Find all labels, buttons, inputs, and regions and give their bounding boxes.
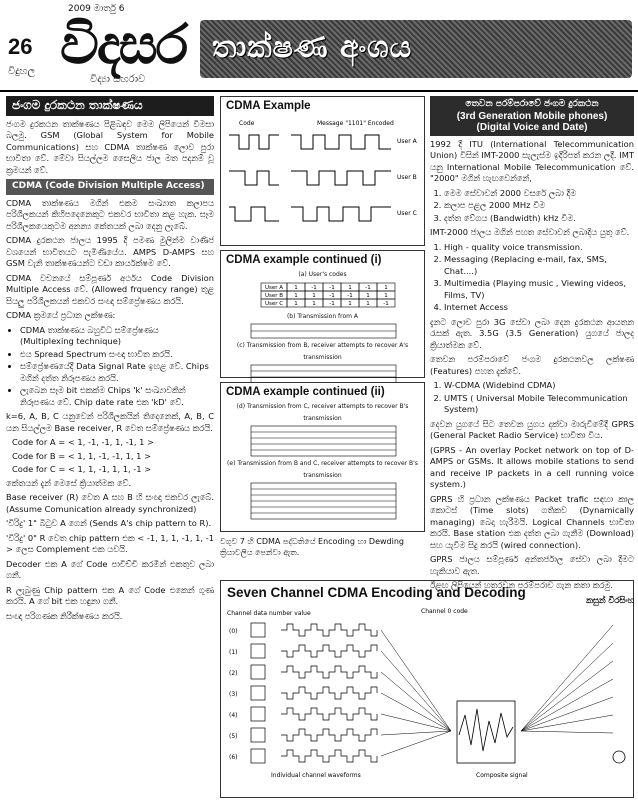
list-item: • CDMA තාක්ෂණය බහුවිධ සම්ප්‍රේෂණය (Multiplexing technique) [20,325,214,348]
paragraph: දෙවන යුගයේ සිට තෙවන යුගය දක්වා මාරුවීමේදී GPRS (General Packet Radio Service) භාවිතා විය. [430,418,634,440]
list-item: • සම්ප්‍රේෂණයේදී Data Signal Rate ඉහළ වේ. Chips මගින් දත්ත නිරූපණය කරයි. [20,361,214,384]
features-list [20,325,214,409]
requirement-list [444,188,634,225]
table-cell: 1 [294,300,298,307]
channel-value-box [251,728,265,742]
tx-d-table [221,424,424,458]
channel-value-box [251,749,265,763]
table-cell: 1 [366,292,370,299]
table-cell: 1 [294,292,298,299]
table-cell: 1 [384,284,388,291]
paragraph: CDMA තාක්ෂණය මගින් එකම සංඛ්‍යාත කලාපය පරිශීලකයන් කිහිපදෙනෙකුට එකවර භාවිතා කළ හැක. සෑම පරිශීලකයෙකුටම අනන්‍ය කේතයක් ලබා දෙනු ලැබේ. [6,197,214,231]
paragraph: Base receiver (R) වෙත A සහ B හි සංඥා එකවර ලැබේ. (Assume Comunication already synchronized) [6,492,214,514]
list-item: 3. Multimedia (Playing music , Viewing videos, Films, TV) [444,278,634,301]
list-item: 2. කලාප පළල 2000 MHz වීම [444,200,634,212]
paragraph: ඊළඟ ලිපියෙන් හතරවන පරම්පරාව ගැන කතා කරමු. [430,580,613,590]
heading-line: තෙවන පරම්පරාවේ ජංගම දුරකථන [465,99,599,109]
list-item: • ලැබෙන සෑම bit එකක්ම Chips 'k' සංඛ්‍යාවකින් නිරූපණය වේ. Chip date rate එක 'kD' වේ. [20,385,214,408]
composite-label: Composite signal [476,772,528,779]
table-frame [251,365,396,383]
services-list [444,242,634,314]
codes-caption: (a) User's codes [298,271,347,278]
right-column [430,96,634,798]
table-cell: -1 [329,284,335,291]
paragraph: දැනට ලොව පුරා 3G සේවා ලබා දෙන දුරකථන ආයතන රැසක් ඇත. 3.5G (3.5 Generation) යුගයේ ජාලද ක්‍රියාත්මක වේ. [430,316,634,350]
table-cell: 1 [312,292,316,299]
issue-date: 2009 මාර්තු 6 [68,4,125,14]
table-cell: -1 [365,284,371,291]
table-frame [251,426,396,456]
tx-e-table [221,481,424,521]
figure-cdma-continued-i [220,250,425,378]
paragraph: CDMA දුරකථන ජාලය 1995 දී පමණ මුලින්ම වාණිජ වශයෙන් භාවිතයට පැමිණියේය. AMPS D-AMPS සහ GSM වැනි තාක්ෂණයන්ට වඩා කාර්යක්ෂම වේ. [6,235,214,268]
paragraph: (GPRS - An overlay Pocket network on top of D-AMPS or GSMs. It allows mobile stations to send and receive IP packets in a cell running voice system.) [430,444,634,489]
channel-waveform [281,750,377,762]
user-b-label: User B [397,174,417,181]
channel-value-box [251,665,265,679]
tx-a-table [221,322,424,340]
channel-waveform [281,687,377,699]
table-cell: User C [264,300,284,307]
table-cell: -1 [311,284,317,291]
page-number: 26 [8,34,33,59]
article-heading: ජංගම දුරකථන තාක්ෂණය [6,96,214,116]
channel-waveform [281,666,377,678]
code-wave-c [229,207,279,221]
table-cell: 1 [294,284,298,291]
section-banner [200,20,632,78]
channel-waveform [281,645,377,657]
table-cell: -1 [329,292,335,299]
section-heading [430,96,634,136]
table-cell: User B [264,292,284,299]
section-title: තාක්ෂණ අංශය [212,30,413,65]
code-a: Code for A = < 1, -1, -1, 1, -1, 1 > [12,437,155,447]
brand-logo: විදසර [60,12,187,76]
message-wave-a [291,135,391,149]
figure-caption: වගුව 7 හි CDMA පද්ධතියේ Encoding හා Dewding ක්‍රියාවලිය පෙන්වා ඇත. [220,537,404,557]
masthead [0,0,638,92]
tx-a-caption: (b) Transmission from A [286,312,359,320]
channel-label: Channel data number value [227,610,311,617]
channel-index: (0) [229,628,238,635]
figure-title: CDMA Example [226,100,311,112]
table-cell: 1 [384,292,388,299]
channel-waveform [281,729,377,741]
paragraph: k=6, A, B, C යනුවෙන් පරිශීලකයින් තිදෙනෙක්, A, B, C යන සියල්ලම Base receiver, R වෙත සම්ප්‍රේෂණය කරයි. [6,411,214,433]
figure-cdma-example [220,96,425,246]
paragraph: 1992 දී ITU (International Telecommunication Union) විසින් IMT-2000 සැලැස්ම ඉදිරිපත් කරන ලදී. IMT යනු International Mobile Telecommunication වේ. "2000" මගින් හැඟවෙන්නේ, [430,138,634,183]
message-label: Message "1101" Encoded [317,120,394,127]
code-wave-a [229,135,279,149]
table-cell: User A [264,284,284,291]
message-wave-b [291,171,391,185]
individual-label: Individual channel waveforms [271,772,361,779]
list-item: 1. W-CDMA (Widebind CDMA) [444,380,634,392]
list-item: 2. Messaging (Replacing e-mail, fax, SMS, Chat....) [444,254,634,277]
channel-waveform [281,624,377,636]
list-item: 2. UMTS ( Universal Mobile Telecommunication System) [444,393,634,416]
paragraph: කේතයන් දැන් මෙසේ ක්‍රියාත්මක වේ. [6,477,132,488]
heading-line: (3rd Generation Mobile phones) [456,110,608,122]
channel-value-box [251,644,265,658]
list-item: 1. High - quality voice transmission. [444,242,634,254]
code-label: Code [239,120,255,127]
channel-value-box [251,686,265,700]
intro-paragraph: ජංගම දුරකථන තාක්ෂණය පිළිබඳව මෙම ලිපියෙන් විමසා බලමු. GSM (Global System for Mobile Communications) සහ CDMA තාක්ෂණ ලොව පුරා භාවිතා වේ. මේවා සියල්ලම සෛලීය ජාල මත පදනම් වූ ක්‍රමයන් වේ. [6,118,214,175]
tx-d-caption: (d) Transmission from C, receiver attempts to recover B's transmission [236,403,409,422]
channel-index: (3) [229,691,238,698]
brand-left-label: විදුහල [8,66,36,77]
channel-index: (1) [229,649,238,656]
user-a-label: User A [397,138,417,145]
channel-waveform [281,708,377,720]
paragraph: CDMA වචනයේ සම්පූර්ණ අර්ථය Code Division Multiple Access වේ. (Allowed frquency range) තුළ සියලු පරිශීලකයන් එකවර සංඥා සම්ප්‍රේෂණය කරයි. [6,272,214,306]
channel-code-label: Channel 0 code [421,608,468,615]
paragraph: GPRS ජාලය සම්පූර්ණ අන්තර්ජාල සේවා ලබා දීමට හැකියාව ඇත. [430,554,634,576]
tx-e-caption: (e) Transmission from B and C, receiver attempts to recover B's transmission [227,460,418,479]
user-c-label: User C [397,210,417,217]
table-cell: -1 [329,300,335,307]
paragraph: 'විරිදු' 0" R වෙත chip pattern එක < -1, 1, 1, -1, 1, -1 > ලෙස Complement එක යවයි. [6,532,214,554]
figure-title: CDMA example continued (i) [226,254,382,266]
tx-c-caption: (c) Transmission from B, receiver attempts to recover A's transmission [236,342,409,361]
figure-title: CDMA example continued (ii) [226,386,385,398]
table-cell: 1 [312,300,316,307]
channel-value-box [251,623,265,637]
figure-title: Seven Channel CDMA Encoding and Decoding [227,585,526,600]
paragraph: IMT-2000 ජාලය මගින් පහත සේවාවන් ලබාදිය යුතු වේ. [430,227,630,237]
paragraph: CDMA ක්‍රමයේ ප්‍රධාන ලක්ෂණ: [6,310,116,320]
paragraph: R ලැබුණු Chip pattern එක A ගේ Code එකෙන් ගුණ කරයි. A ගේ bit එක හඳුනා ගනී. [6,584,214,606]
waveform-diagram [221,115,424,240]
user-codes-table [221,281,424,311]
paragraph: GPRS හි ප්‍රධාන ලක්ෂණය Packet trafic සඳහා කාල කොටස් (Time slots) ගතිකව (Dynamically managing) බෙදා හැරීමයි. Logical Channels භාවිතා කරයි. Base station එක දත්ත ලබා ගැනීම (Download) සහ යැවීම සිදු කරයි (wired connection). [430,493,634,550]
author-signature: කසුන් වීරසිංහ [586,594,634,605]
message-wave-c [291,207,391,221]
list-item: 4. Internet Access [444,302,634,314]
figure-cdma-continued-ii [220,382,425,532]
standards-list [444,380,634,416]
code-b: Code for B = < 1, 1, -1, -1, 1, 1 > [12,450,152,461]
table-cell: 1 [348,300,352,307]
paragraph: 'විරිදු' 1" බිටුව A ගෙන් (Sends A's chip pattern to R). [6,518,212,528]
left-column [6,96,214,798]
list-item: 3. දත්ත වේගය (Bandwidth) kHz වීම. [444,213,634,225]
channel-index: (4) [229,712,238,719]
code-c: Code for C = < 1, 1, -1, 1, 1, -1 > [12,464,152,474]
paragraph: සංඥා පරිගණක නිරීක්ෂණය කරයි. [6,610,123,621]
table-cell: -1 [383,300,389,307]
heading-line: (Digital Voice and Date) [476,121,588,133]
list-item: • එය Spread Spectrum සංඥා භාවිත කරයි. [20,349,214,361]
table-cell: -1 [347,292,353,299]
masthead-rule [0,90,638,92]
paragraph: තෙවන පරම්පරාවේ ජංගම දුරකථනවල ලක්ෂණ (Features) පහත දැක්වේ. [430,354,634,376]
channel-value-box [251,707,265,721]
channel-index: (6) [229,754,238,761]
cdma-subheading: CDMA (Code Division Multiple Access) [6,179,214,195]
table-cell: 1 [366,300,370,307]
paragraph: Decoder එක A ගේ Code පාවිච්චි කරමින් එකතුව ලබා ගනී. [6,558,214,580]
brand-subtitle: විද්‍යා සඟරාව [90,74,146,85]
list-item: 1. මෙම සේවාවන් 2000 වසරේ ලබා දීම [444,188,634,200]
table-cell: 1 [348,284,352,291]
code-wave-b [229,171,279,185]
channel-index: (5) [229,733,238,740]
channel-index: (2) [229,670,238,677]
